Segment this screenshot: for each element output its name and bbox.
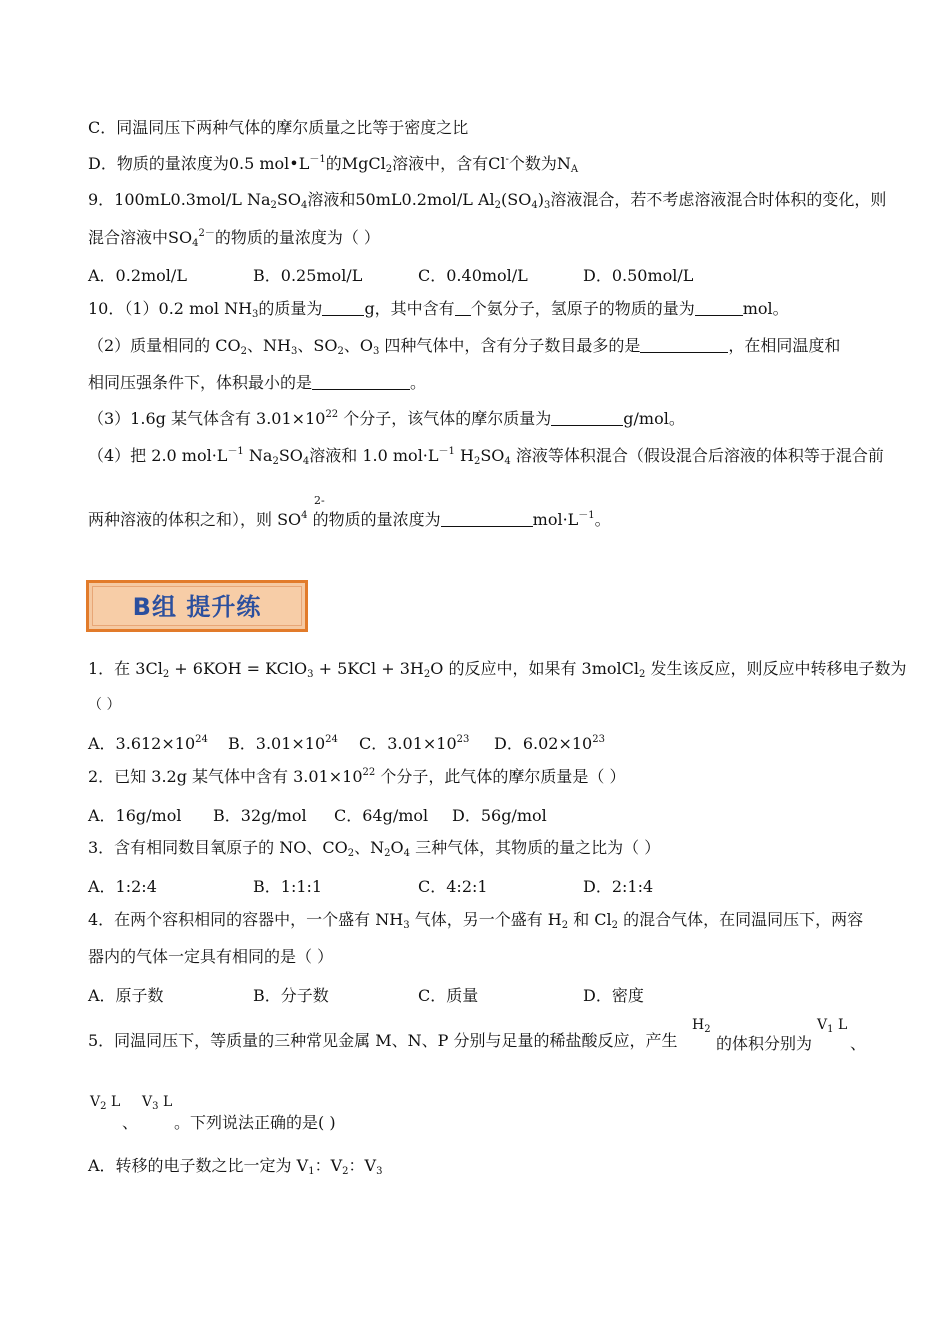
section-b-badge bbox=[86, 580, 308, 632]
b5-stem-line1: 5．同温同压下，等质量的三种常见金属 M、N、P 分别与足量的稀盐酸反应，产生 bbox=[88, 1031, 678, 1050]
b4-option-b: B．分子数 bbox=[253, 986, 329, 1005]
q10-part1: 10．（1）0.2 mol $NH_3$的质量为 g，其中含有 个氨分子，氢原子的物质的量为 mol。 bbox=[88, 299, 789, 320]
b4-stem-line1: 4．在两个容积相同的容器中，一个盛有 $NH_3$ 气体，另一个盛有 $H_2$ 和 $Cl_2$ 的混合气体，在同温同压下，两容 bbox=[88, 910, 864, 931]
q10-part3: （3）1.6g 某气体含有 $3.01\times 10^{22}$ 个分子，该气体的摩尔质量为 g/mol。 bbox=[88, 409, 685, 428]
v2-formula: $V_2$ L bbox=[90, 1094, 121, 1112]
section-b-title: B组 提升练 bbox=[92, 586, 302, 626]
b2-option-d: D．56g/mol bbox=[452, 806, 547, 825]
b2-stem: 2．已知 3.2g 某气体中含有 $3.01\times 10^{22}$ 个分子，此气体的摩尔质量是（ ） bbox=[88, 767, 626, 786]
b1-option-b: B．$3.01\times 10^{24}$ bbox=[228, 734, 338, 753]
q9-option-d: D．0.50mol/L bbox=[583, 266, 694, 285]
v3-formula: $V_3$ L bbox=[142, 1094, 173, 1112]
answer-blank bbox=[551, 411, 623, 426]
b3-option-b: B．1:1:1 bbox=[253, 877, 323, 896]
b2-option-c: C．64g/mol bbox=[334, 806, 429, 825]
answer-blank bbox=[312, 375, 410, 390]
b4-option-a: A．原子数 bbox=[88, 986, 164, 1005]
b3-option-c: C．4:2:1 bbox=[418, 877, 488, 896]
h2-formula: $H_2$ bbox=[692, 1017, 711, 1035]
q10-part4-line1: （4）把 2.0 $mol\cdot L^{-1}$ $Na_2SO_4$溶液和 1.0 $mol\cdot L^{-1}$ $H_2SO_4$ 溶液等体积混合（假设混合后溶液的体积等于混合前 bbox=[88, 446, 884, 467]
q9-option-b: B．0.25mol/L bbox=[253, 266, 363, 285]
q10-part4-line2: 两种溶液的体积之和），则 $SO^4$ 的物质的量浓度为 $mol\cdot L^{-1}$。 bbox=[88, 510, 611, 529]
q10-part2-line1: （2）质量相同的 $CO_2$、$NH_3$、$SO_2$、$O_3$ 四种气体中，含有分子数目最多的是 ，在相同温度和 bbox=[88, 336, 841, 357]
answer-blank bbox=[322, 301, 364, 316]
answer-blank bbox=[695, 301, 743, 316]
answer-blank bbox=[455, 301, 471, 316]
b1-stem-line2: （ ） bbox=[88, 697, 121, 713]
b4-stem-line2: 器内的气体一定具有相同的是（ ） bbox=[88, 947, 334, 966]
q9-stem-line1: 9．100mL0.3mol/L $Na_2SO_4$溶液和50mL0.2mol/L $Al_2(SO_4)_3$溶液混合，若不考虑溶液混合时体积的变化，则 bbox=[88, 190, 887, 211]
answer-blank bbox=[640, 338, 728, 353]
prev-option-c: C．同温同压下两种气体的摩尔质量之比等于密度之比 bbox=[88, 118, 469, 137]
b5-separator: 、 bbox=[850, 1034, 867, 1053]
sulfate-charge-float: 2- bbox=[314, 494, 325, 507]
q9-option-c: C．0.40mol/L bbox=[418, 266, 528, 285]
q9-stem-line2: 混合溶液中$SO_4^{2-}$的物质的量浓度为（ ） bbox=[88, 228, 380, 249]
b5-option-a: A．转移的电子数之比一定为 $V_1$：$V_2$：$V_3$ bbox=[88, 1156, 383, 1177]
v1-formula: $V_1$ L bbox=[817, 1017, 848, 1035]
b2-option-b: B．32g/mol bbox=[213, 806, 307, 825]
b3-option-d: D．2:1:4 bbox=[583, 877, 654, 896]
b5-stem-line2: 。下列说法正确的是( ) bbox=[174, 1113, 336, 1132]
q9-option-a: A．0.2mol/L bbox=[88, 266, 187, 285]
b1-option-a: A．$3.612\times 10^{24}$ bbox=[88, 734, 208, 753]
prev-option-d: D．物质的量浓度为0.5 $mol•L^{-1}$的MgCl$_2$溶液中，含有Cl-个数为$N_A$ bbox=[88, 154, 579, 175]
b3-option-a: A．1:2:4 bbox=[88, 877, 157, 896]
b4-option-c: C．质量 bbox=[418, 986, 479, 1005]
q10-part2-line2: 相同压强条件下，体积最小的是 。 bbox=[88, 373, 427, 392]
b5-separator-2: 、 bbox=[122, 1113, 139, 1132]
answer-blank bbox=[441, 512, 533, 527]
b3-stem: 3．含有相同数目氧原子的 NO、$CO_2$、$N_2O_4$ 三种气体，其物质的量之比为（ ） bbox=[88, 838, 661, 859]
b4-option-d: D．密度 bbox=[583, 986, 644, 1005]
b1-option-c: C．$3.01\times 10^{23}$ bbox=[359, 734, 470, 753]
b1-option-d: D．$6.02\times 10^{23}$ bbox=[494, 734, 605, 753]
b2-option-a: A．16g/mol bbox=[88, 806, 182, 825]
b5-volumes-label: 的体积分别为 bbox=[716, 1034, 813, 1053]
b1-stem-line1: 1．在 $3Cl_2 + 6KOH$ = KClO$_3$ + $5KCl + 3H_2O$ 的反应中，如果有 3molCl$_2$ 发生该反应，则反应中转移电子数为 bbox=[88, 659, 907, 680]
